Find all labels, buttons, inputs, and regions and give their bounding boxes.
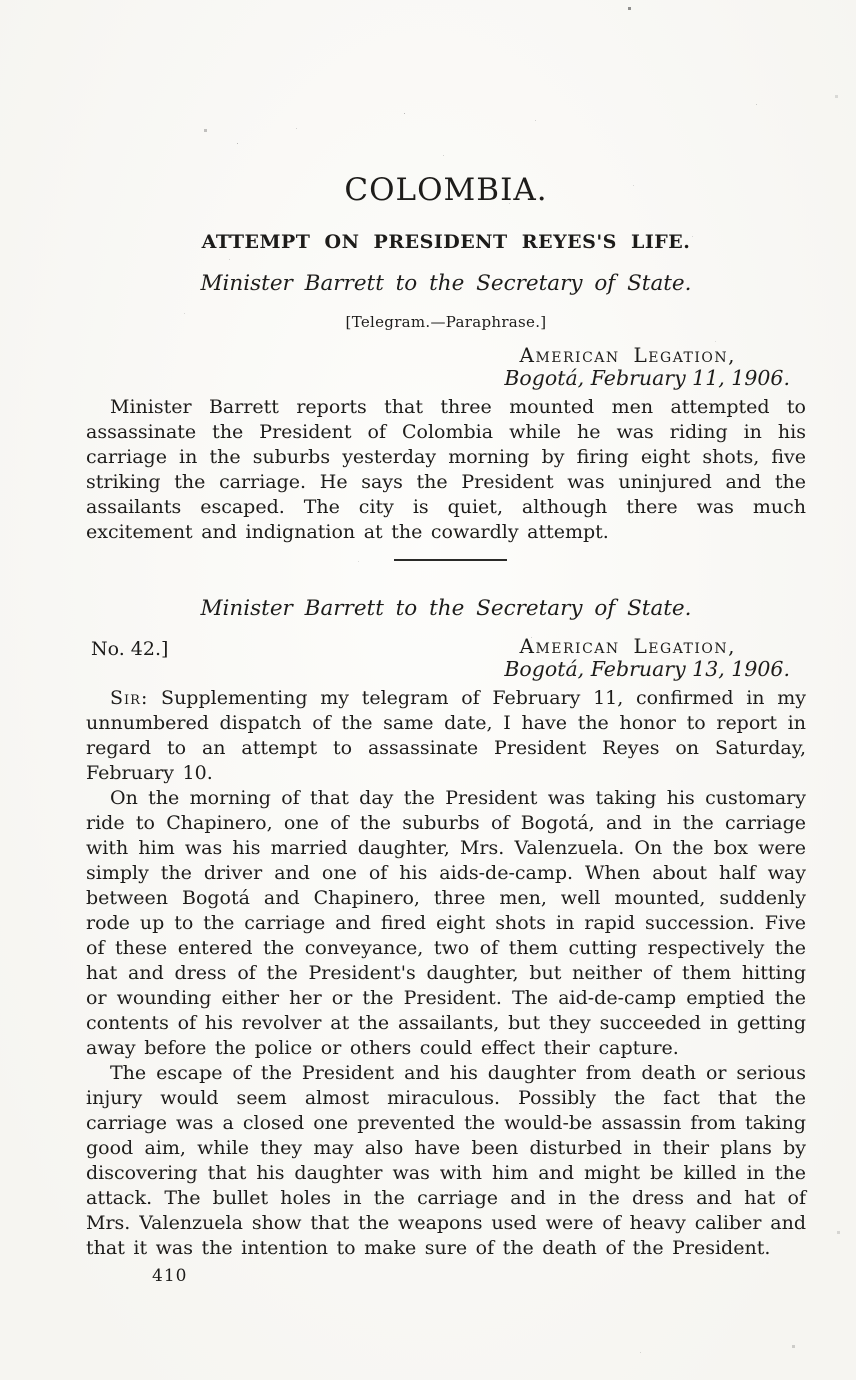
telegram-type-note: [Telegram.—Paraphrase.]: [345, 313, 547, 331]
dispatch-heading: Minister Barrett to the Secretary of State.: [200, 271, 692, 296]
salutation: Sir:: [110, 687, 149, 709]
letter-head-row: [86, 635, 806, 680]
dateline-block: [86, 635, 806, 680]
letter-dispatch: [86, 597, 806, 1261]
dispatch-heading: Minister Barrett to the Secretary of State.: [200, 596, 692, 621]
letter-paragraph: On the morning of that day the President was taking his customary ride to Chapinero, one of the suburbs of Bogotá, and in the carriage with him was his married daughter, Mrs. Valenzuela. On the box were simply the driver and one of his aids-de-camp. When about half way between Bogotá and Chapinero, three men, well mounted, suddenly rode up to the carriage and fired eight shots in rapid succession. Five of these entered the conveyance, two of them cutting respectively the hat and dress of the President's daughter, but neither of them hitting or wounding either her or the President. The aid-de-camp emptied the contents of his revolver at the assailants, but they succeeded in getting away before the police or others could effect their capture.: [86, 787, 806, 1059]
dateline: Bogotá, February 11, 1906.: [504, 366, 790, 390]
paragraph-text: Supplementing my telegram of February 11, confirmed in my unnumbered dispatch of the same date, I have the honor to report in regard to an attempt to assassinate President Reyes on Saturday, February 10.: [86, 687, 806, 784]
telegram-dispatch: [86, 272, 806, 545]
legation-office-line: American Legation,: [519, 343, 736, 367]
dateline: Bogotá, February 13, 1906.: [504, 657, 790, 681]
page-number: 410: [152, 1266, 188, 1286]
document-number: No. 42.]: [91, 638, 169, 660]
article-heading: ATTEMPT ON PRESIDENT REYES'S LIFE.: [201, 231, 691, 253]
telegram-body-paragraph: Minister Barrett reports that three mounted men attempted to assassinate the President of Colombia while he was riding in his carriage in the suburbs yesterday morning by firing eight shots, five striking the carriage. He says the President was uninjured and the assailants escaped. The city is quiet, although there was much excitement and indignation at the cowardly attempt.: [86, 396, 806, 543]
country-heading: COLOMBIA.: [344, 172, 548, 208]
section-divider-rule: [394, 559, 507, 561]
dateline-block: [86, 344, 806, 389]
letter-paragraph: [86, 686, 806, 786]
legation-office-line: American Legation,: [519, 634, 736, 658]
letter-paragraph: The escape of the President and his daughter from death or serious injury would seem almost miraculous. Possibly the fact that the carriage was a closed one prevented the would-be assassin from taking good aim, while they may also have been disturbed in their plans by discovering that his daughter was with him and might be killed in the attack. The bullet holes in the carriage and in the dress and hat of Mrs. Valenzuela show that the weapons used were of heavy caliber and that it was the intention to make sure of the death of the President.: [86, 1062, 806, 1259]
page-footer: [86, 1266, 806, 1286]
